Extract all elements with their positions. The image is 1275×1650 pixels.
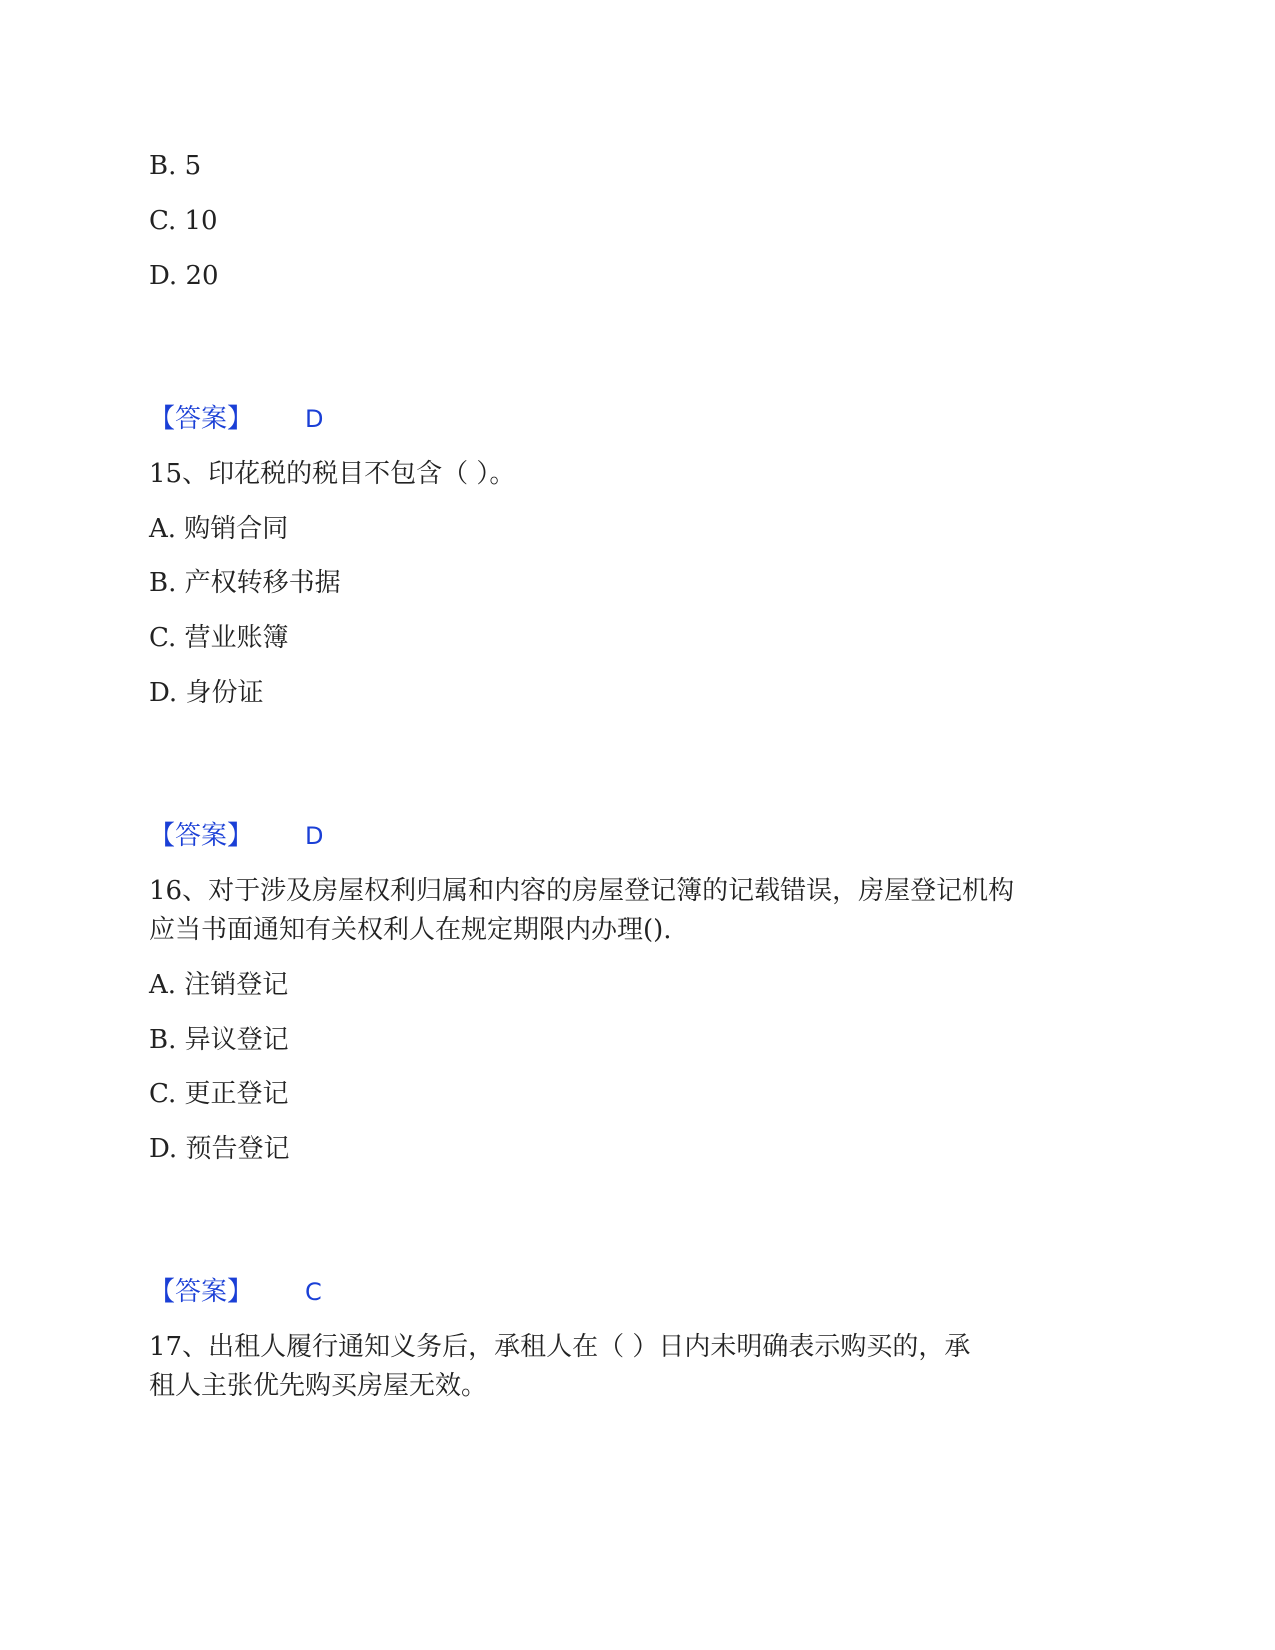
option-b: B. 异议登记 [149,1025,289,1055]
question-15-stem: 15、印花税的税目不包含（ ）。 [149,459,516,489]
answer-value: D [305,822,324,850]
option-b: B. 5 [149,151,202,181]
answer-value: D [305,405,324,433]
option-d: D. 预告登记 [149,1134,290,1164]
option-d: D. 20 [149,261,219,291]
answer-label: 【答案】 [149,821,254,851]
question-17-stem-line1: 17、出租人履行通知义务后，承租人在（ ）日内未明确表示购买的，承 [149,1332,971,1362]
question-16-stem-line2: 应当书面通知有关权利人在规定期限内办理(). [149,915,672,945]
answer-label: 【答案】 [149,404,254,434]
answer-row [149,816,324,856]
option-c: C. 更正登记 [149,1079,289,1109]
question-17-stem-line2: 租人主张优先购买房屋无效。 [149,1371,488,1401]
answer-row [149,1272,322,1312]
option-d: D. 身份证 [149,678,264,708]
option-a: A. 注销登记 [149,970,289,1000]
option-c: C. 营业账簿 [149,623,289,653]
option-b: B. 产权转移书据 [149,568,341,598]
option-a: A. 购销合同 [149,514,289,544]
answer-label: 【答案】 [149,1277,254,1307]
answer-row [149,399,324,439]
answer-value: C [305,1278,322,1306]
option-c: C. 10 [149,206,218,236]
question-16-stem-line1: 16、对于涉及房屋权利归属和内容的房屋登记簿的记载错误，房屋登记机构 [149,876,1015,906]
